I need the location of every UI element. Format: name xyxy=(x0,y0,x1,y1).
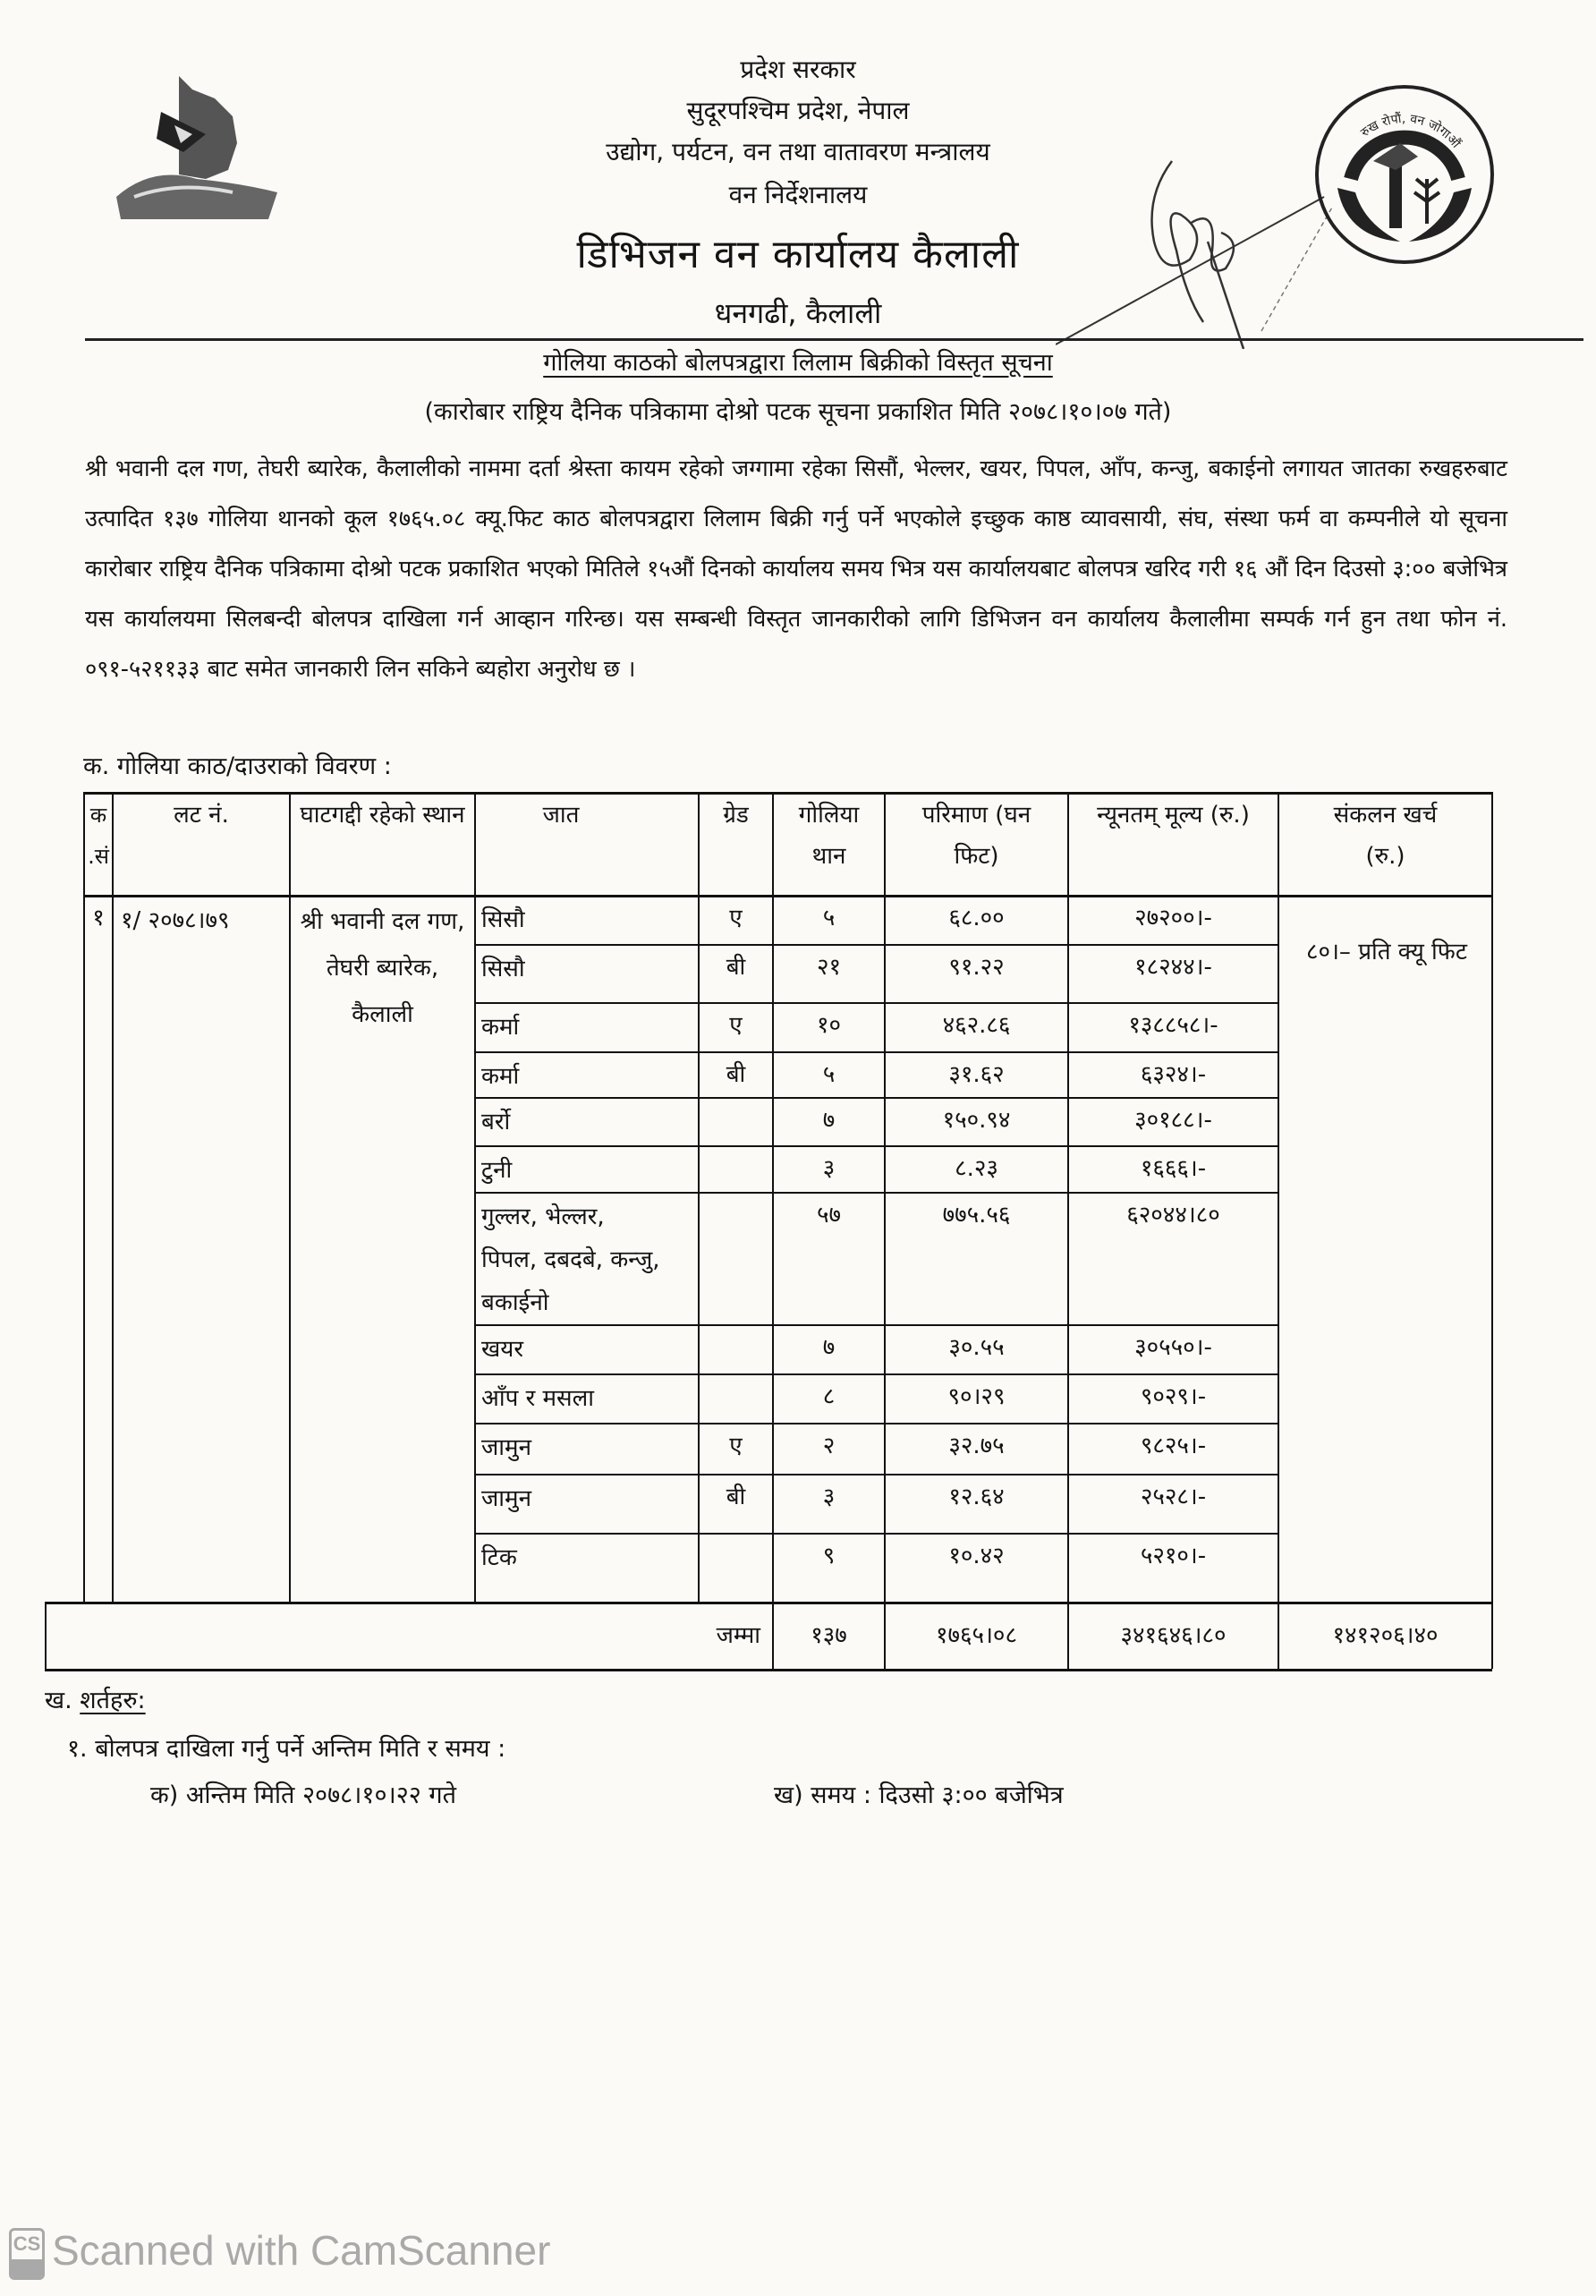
col-header-min-price: न्यूनतम् मूल्य (रु.) xyxy=(1097,802,1250,829)
row-species: जामुन xyxy=(481,1434,532,1461)
header-ministry: उद्योग, पर्यटन, वन तथा वातावरण मन्त्रालय xyxy=(606,137,990,166)
row-volume: ९१.२२ xyxy=(948,954,1005,981)
row-min-price: ६२०४४।८० xyxy=(1126,1202,1220,1229)
total-collection-cost: १४१२०६।४० xyxy=(1332,1622,1439,1649)
row-min-price: २५२८।- xyxy=(1140,1484,1207,1510)
row-logs: ५ xyxy=(822,1061,836,1088)
forest-emblem-icon xyxy=(1311,81,1498,268)
section-b-heading: ख. शर्तहरु: xyxy=(45,1687,146,1714)
row-min-price: १८२४४।- xyxy=(1134,954,1212,981)
row-grade: बी xyxy=(726,954,746,981)
row-logs: ८ xyxy=(822,1383,836,1410)
col-line xyxy=(112,792,114,1602)
row-grade: ए xyxy=(729,1012,743,1039)
camscanner-watermark xyxy=(9,2226,550,2280)
total-min-price: ३४१६४६।८० xyxy=(1120,1622,1227,1649)
row-line xyxy=(474,1423,1278,1424)
notice-body: श्री भवानी दल गण, तेघरी ब्यारेक, कैलालीको नाममा दर्ता श्रेस्ता कायम रहेको जग्गामा रहेका सिसौं, भेल्लर, खयर, पिपल, आँप, कन्जु, बकाईनो लगायत जातका रुखहरुबाट उत्पादित १३७ गोलिया थानको कूल १७६५.०८ क्यू.फिट काठ बोलपत्रद्वारा लिलाम बिक्री गर्नु पर्ने भएकोले इच्छुक काष्ठ व्यावसायी, संघ, संस्था फर्म वा कम्पनीले यो सूचना कारोबार राष्ट्रिय दैनिक पत्रिकामा दोश्रो पटक प्रकाशित भएको मितिले १५औं दिनको कार्यालय समय भित्र यस कार्यालयबाट बोलपत्र खरिद गरी १६ औं दिन दिउसो ३:०० बजेभित्र यस कार्यालयमा सिलबन्दी बोलपत्र दाखिला गर्न आव्हान गरिन्छ। यस सम्बन्धी विस्तृत जानकारीको लागि डिभिजन वन कार्यालय कैलालीमा सम्पर्क गर्न हुन तथा फोन नं. ०९१-५२११३३ बाट समेत जानकारी लिन सकिने ब्यहोरा अनुरोध छ । xyxy=(85,455,1507,683)
row-logs: ५ xyxy=(822,905,836,931)
row-line xyxy=(474,1051,1278,1053)
camscanner-logo-icon: CS xyxy=(9,2228,45,2280)
row-volume: ३०.५५ xyxy=(948,1334,1005,1361)
row-species: टुनी xyxy=(481,1157,513,1184)
condition-1-deadline-time: ख) समय : दिउसो ३:०० बजेभित्र xyxy=(774,1782,1064,1809)
row-grade: बी xyxy=(726,1061,746,1088)
row-grade: ए xyxy=(729,905,743,931)
section-a-heading: क. गोलिया काठ/दाउराको विवरण : xyxy=(83,753,392,780)
total-logs: १३७ xyxy=(811,1622,847,1649)
notice-subtitle: (कारोबार राष्ट्रिय दैनिक पत्रिकामा दोश्रो पटक सूचना प्रकाशित मिति २०७८।१०।०७ गते) xyxy=(424,398,1172,426)
row-min-price: ५२१०।- xyxy=(1140,1543,1207,1569)
row-min-price: ६३२४।- xyxy=(1140,1061,1207,1088)
row-species: सिसौ xyxy=(481,906,525,933)
row-volume: ६८.०० xyxy=(948,905,1005,931)
row-logs: ३ xyxy=(822,1155,836,1182)
col-line xyxy=(45,1602,47,1669)
row-line xyxy=(474,1533,1278,1535)
row-min-price: ९८२५।- xyxy=(1140,1433,1207,1459)
row-volume: १०.४२ xyxy=(948,1543,1005,1569)
signature-stroke xyxy=(1056,179,1351,349)
row-min-price: ३०५५०।- xyxy=(1134,1334,1212,1361)
lot-sn: १ xyxy=(92,905,105,931)
row-volume: ३१.६२ xyxy=(948,1061,1005,1088)
row-logs: ७ xyxy=(822,1107,836,1134)
row-line xyxy=(474,1474,1278,1475)
table-total-top xyxy=(45,1602,1492,1604)
condition-1: १. बोलपत्र दाखिला गर्नु पर्ने अन्तिम मिति र समय : xyxy=(67,1735,506,1763)
row-logs: ९ xyxy=(822,1543,836,1569)
row-species: सिसौ xyxy=(481,956,525,982)
header-address: धनगढी, कैलाली xyxy=(714,296,882,330)
row-species: कर्मा xyxy=(481,1014,520,1041)
header-province-government: प्रदेश सरकार xyxy=(740,55,856,84)
row-volume: १५०.९४ xyxy=(942,1107,1011,1134)
col-header-collection-cost: संकलन खर्च (रु.) xyxy=(1333,802,1438,870)
condition-1-deadline-date: क) अन्तिम मिति २०७८।१०।२२ गते xyxy=(150,1782,456,1809)
lot-collection-cost: ८०।– प्रति क्यू फिट xyxy=(1306,939,1467,965)
row-species: गुल्लर, भेल्लर, पिपल, दबदबे, कन्जु, बकाईनो xyxy=(481,1203,660,1316)
total-volume: १७६५।०८ xyxy=(936,1622,1017,1649)
lot-number: १/ २०७८।७९ xyxy=(121,907,230,934)
row-min-price: ३०१८८।- xyxy=(1134,1107,1212,1134)
row-logs: १० xyxy=(816,1012,842,1039)
col-header-volume: परिमाण (घन फिट) xyxy=(921,802,1031,870)
header-divider xyxy=(85,338,1583,341)
row-min-price: १३८८५८।- xyxy=(1128,1012,1218,1039)
row-species: आँप र मसला xyxy=(481,1385,594,1412)
row-line xyxy=(474,1192,1278,1194)
row-logs: ५७ xyxy=(816,1202,842,1229)
row-species: कर्मा xyxy=(481,1063,520,1090)
row-volume: ४६२.८६ xyxy=(942,1012,1011,1039)
table-border-bottom xyxy=(45,1669,1492,1671)
col-line xyxy=(474,792,476,1602)
row-min-price: १६६६।- xyxy=(1140,1155,1207,1182)
total-label: जम्मा xyxy=(716,1622,760,1649)
table-header-bottom xyxy=(83,895,1492,897)
row-grade: ए xyxy=(729,1433,743,1459)
col-header-grade: ग्रेड xyxy=(723,802,749,829)
col-header-lot: लट नं. xyxy=(174,802,229,829)
row-line xyxy=(474,1373,1278,1375)
row-logs: ३ xyxy=(822,1484,836,1510)
col-line xyxy=(1278,792,1279,1669)
row-line xyxy=(474,1002,1278,1004)
header-province: सुदूरपश्चिम प्रदेश, नेपाल xyxy=(686,96,910,125)
row-min-price: २७२००।- xyxy=(1134,905,1212,931)
row-volume: ७७५.५६ xyxy=(942,1202,1011,1229)
row-species: बर्रो xyxy=(481,1109,511,1135)
col-line xyxy=(1491,792,1493,1669)
row-line xyxy=(474,944,1278,946)
col-header-species: जात xyxy=(542,802,580,829)
notice-title: गोलिया काठको बोलपत्रद्वारा लिलाम बिक्रीको विस्तृत सूचना xyxy=(543,349,1053,377)
row-logs: ७ xyxy=(822,1334,836,1361)
row-line xyxy=(474,1145,1278,1147)
col-header-sn: क .सं xyxy=(88,803,109,869)
row-species: खयर xyxy=(481,1336,523,1363)
watermark-text: Scanned with CamScanner xyxy=(52,2227,551,2274)
row-logs: २ xyxy=(822,1433,836,1459)
forest-emblem-text: रुख रोपौं, वन जोगाऔं xyxy=(1358,111,1464,151)
lot-location: श्री भवानी दल गण, तेघरी ब्यारेक, कैलाली xyxy=(300,908,465,1028)
row-species: जामुन xyxy=(481,1485,532,1512)
col-header-location: घाटगद्दी रहेको स्थान xyxy=(300,802,465,829)
row-volume: ३२.७५ xyxy=(948,1433,1005,1459)
row-volume: ९०।२९ xyxy=(947,1383,1006,1410)
row-min-price: ९०२९।- xyxy=(1140,1383,1207,1410)
header-office-name: डिभिजन वन कार्यालय कैलाली xyxy=(576,232,1020,277)
row-species: टिक xyxy=(481,1544,517,1571)
col-line xyxy=(289,792,291,1602)
row-logs: २१ xyxy=(816,954,842,981)
row-line xyxy=(474,1324,1278,1326)
col-header-logs: गोलिया थान xyxy=(798,802,860,870)
header-directorate: वन निर्देशनालय xyxy=(728,180,868,209)
row-volume: ८.२३ xyxy=(955,1155,998,1182)
row-grade: बी xyxy=(726,1484,746,1510)
row-volume: १२.६४ xyxy=(948,1484,1005,1510)
